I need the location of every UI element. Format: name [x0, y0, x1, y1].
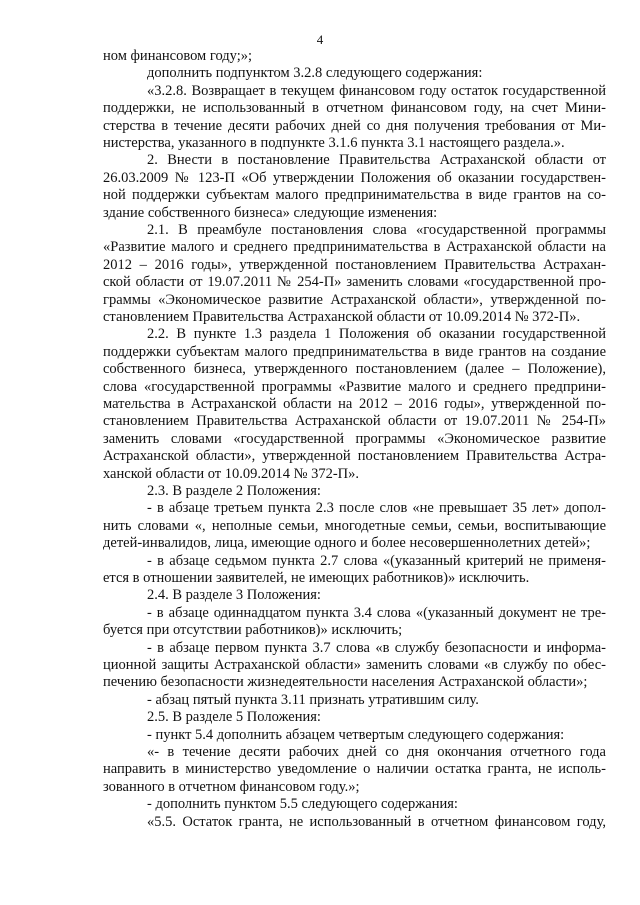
- text-line: - абзац пятый пункта 3.11 признать утратившим силу.: [147, 691, 479, 708]
- text-line: 2.5. В разделе 5 Положения:: [147, 709, 321, 726]
- text-line: буется при отсутствии работников)» исключить;: [103, 622, 403, 639]
- text-line: нить словами «, неполные семьи, многодетные семьи, семьи, воспитывающие: [103, 517, 606, 534]
- text-line: ном финансовом году;»;: [103, 48, 253, 64]
- page-number: 4: [316, 32, 324, 47]
- text-line: ханской области от 10.09.2014 № 372-П».: [103, 465, 360, 482]
- text-line: 2012 – 2016 годы», утвержденной постановлением Правительства Астрахан-: [103, 256, 606, 273]
- text-line: - в абзаце третьем пункта 2.3 после слов «не превышает 35 лет» допол-: [147, 500, 606, 517]
- text-line: детей-инвалидов, лица, имеющие одного и более несовершеннолетних детей»;: [103, 535, 591, 552]
- text-line: 26.03.2009 № 123-П «Об утверждении Положения об оказании государствен-: [103, 169, 606, 186]
- text-line: зованного в отчетном финансовом году.»;: [103, 778, 360, 795]
- text-line: поддержки, не использованный в отчетном финансовом году, на счет Мини-: [103, 100, 606, 117]
- text-line: направить в министерство уведомление о наличии остатка гранта, не исполь-: [103, 761, 606, 778]
- text-line: - в абзаце седьмом пункта 2.7 слова «(указанный критерий не применя-: [147, 552, 606, 569]
- text-line: ной поддержки субъектам малого предпринимательства в виде грантов на со-: [103, 187, 606, 204]
- text-line: 2.4. В разделе 3 Положения:: [147, 587, 321, 604]
- text-line: «- в течение десяти рабочих дней со дня окончания отчетного года: [147, 744, 606, 760]
- text-line: - в абзаце одиннадцатом пункта 3.4 слова «(указанный документ не тре-: [147, 604, 606, 621]
- text-line: ется в отношении заявителей, не имеющих работников)» исключить.: [103, 570, 530, 586]
- text-line: дополнить подпунктом 3.2.8 следующего содержания:: [147, 65, 483, 82]
- text-line: мательства в Астраханской области на 2012 – 2016 годы», утвержденной по-: [103, 396, 606, 412]
- text-line: ционной защиты Астраханской области» заменить словами «в службу по обес-: [103, 657, 606, 673]
- text-line: заменить словами «государственной программы «Экономическое развитие: [103, 430, 606, 447]
- text-line: нистерства, указанного в подпункте 3.1.6 пункта 3.1 настоящего раздела.».: [103, 135, 565, 151]
- text-line: - пункт 5.4 дополнить абзацем четвертым следующего содержания:: [147, 726, 565, 743]
- text-line: «5.5. Остаток гранта, не использованный в отчетном финансовом году,: [147, 813, 606, 830]
- text-line: здание собственного бизнеса» следующие изменения:: [103, 204, 438, 221]
- text-line: - в абзаце первом пункта 3.7 слова «в службу безопасности и информа-: [147, 639, 606, 656]
- text-line: 2.3. В разделе 2 Положения:: [147, 483, 321, 499]
- text-line: «Развитие малого и среднего предпринимательства в Астраханской области на: [103, 239, 606, 256]
- text-line: слова «государственной программы «Развитие малого и среднего предприни-: [103, 378, 606, 395]
- text-line: «3.2.8. Возвращает в текущем финансовом году остаток государственной: [147, 82, 606, 99]
- text-line: граммы «Экономическое развитие Астраханской области», утвержденной по-: [103, 291, 606, 308]
- text-line: печению безопасности жизнедеятельности населения Астраханской области»;: [103, 674, 588, 691]
- text-line: собственного бизнеса, утвержденного постановлением (далее – Положение),: [103, 361, 606, 378]
- text-line: поддержки субъектам малого предпринимательства в виде грантов на создание: [103, 343, 606, 360]
- text-line: становлением Правительства Астраханской области от 10.09.2014 № 372-П».: [103, 309, 581, 325]
- text-line: 2.2. В пункте 1.3 раздела 1 Положения об оказании государственной: [147, 326, 606, 343]
- text-line: стерства в течение десяти рабочих дней со дня получения требования от Ми-: [103, 117, 606, 134]
- text-line: - дополнить пунктом 5.5 следующего содержания:: [147, 796, 458, 813]
- text-line: Астраханской области», утвержденной постановлением Правительства Астра-: [103, 448, 606, 465]
- text-line: становлением Правительства Астраханской области от 19.07.2011 № 254-П»: [103, 413, 606, 430]
- text-line: ской области от 19.07.2011 № 254-П» заменить словами «государственной про-: [103, 274, 606, 291]
- text-line: 2. Внести в постановление Правительства Астраханской области от: [147, 152, 606, 169]
- text-line: 2.1. В преамбуле постановления слова «государственной программы: [147, 222, 606, 238]
